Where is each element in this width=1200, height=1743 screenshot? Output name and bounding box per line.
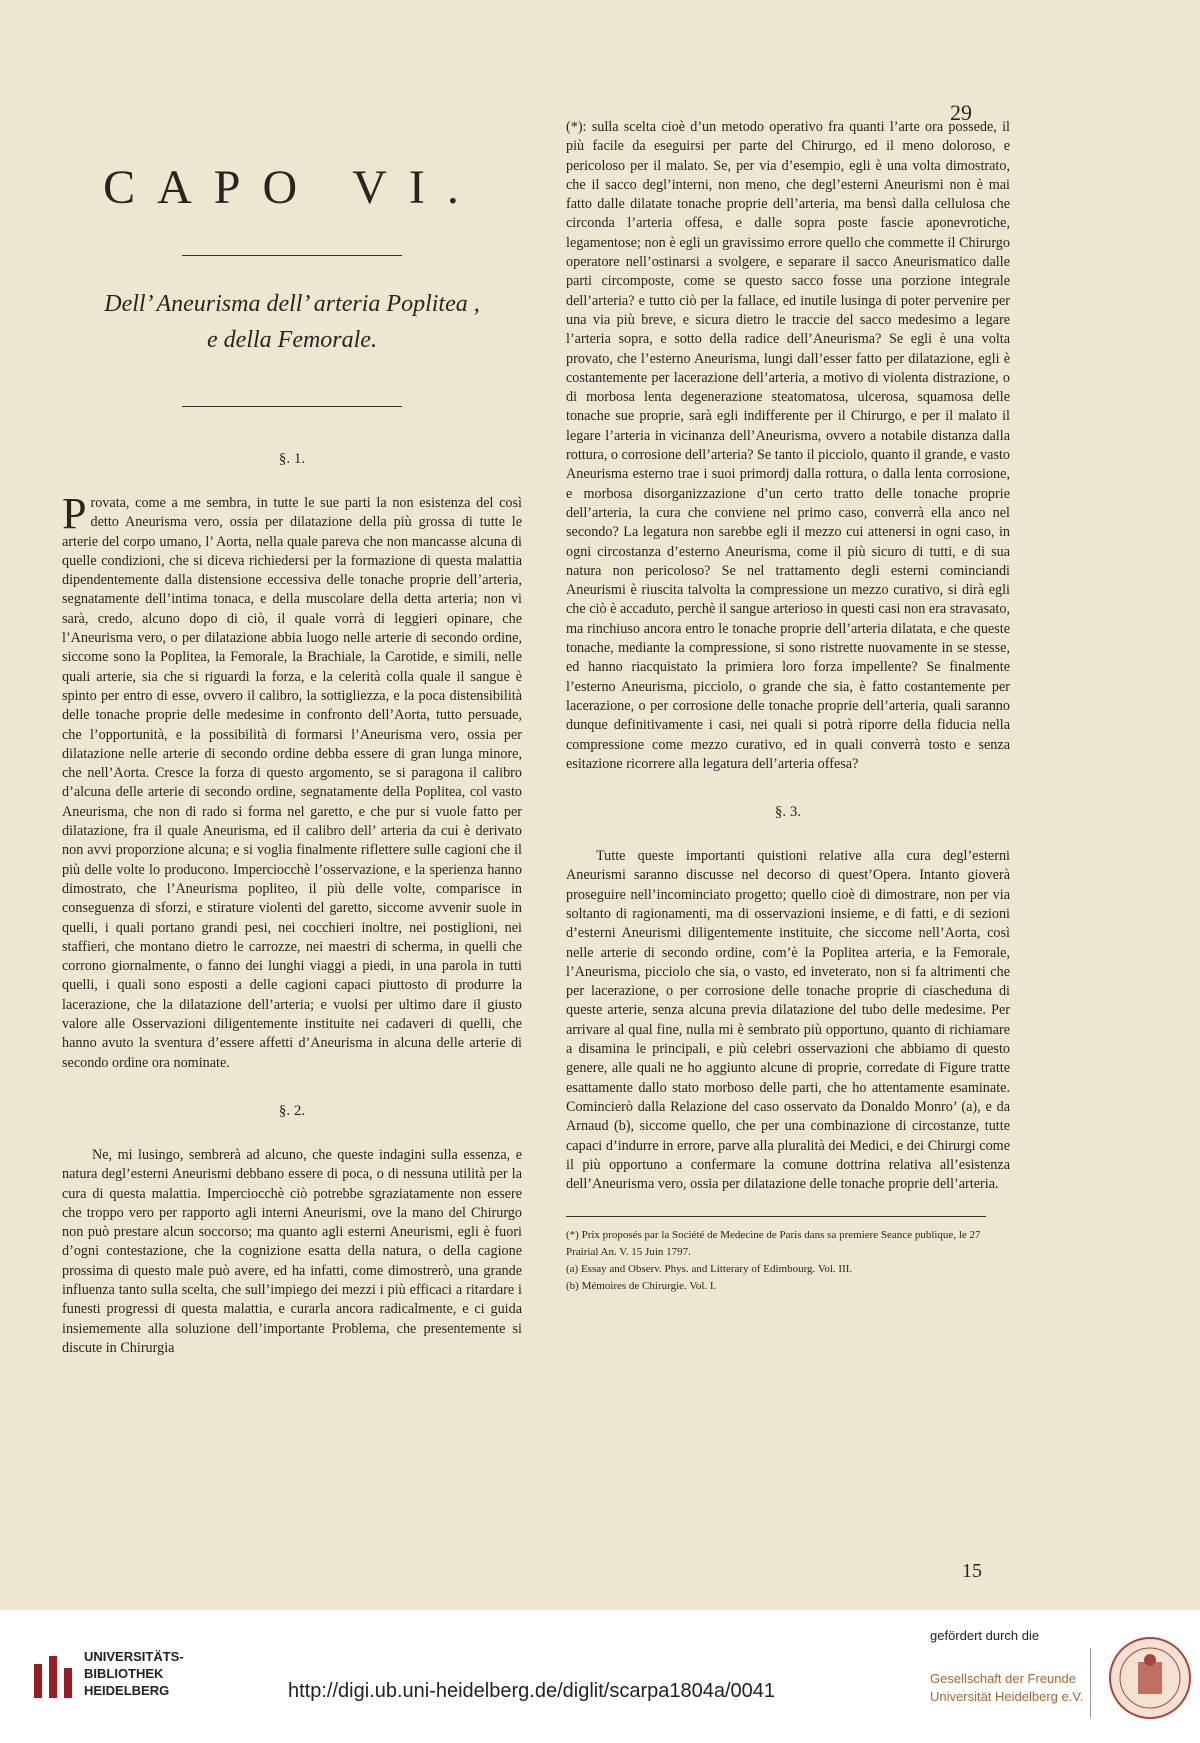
drop-cap: P: [62, 489, 87, 538]
right-column: [566, 118, 1010, 1295]
subtitle-line-2: e della Femorale.: [207, 327, 377, 353]
section-mark-3: §. 3.: [774, 804, 802, 821]
library-name-line-3: HEIDELBERG: [84, 1683, 170, 1698]
signature-mark: 15: [962, 1560, 982, 1582]
subtitle-rule: [182, 406, 402, 407]
footnote-b: (b) Mémoires de Chirurgie. Vol. I.: [566, 1280, 717, 1293]
subtitle-line-1: Dell’ Aneurisma dell’ arteria Poplitea ,: [104, 291, 480, 317]
footnote-star: (*) Prix proposés par la Société de Medecine de Paris dans sa premiere Seance publique, le 27 Prairial An. V. 15 Juin 1797.: [566, 1229, 981, 1259]
continuation-paragraph: (*): sulla scelta cioè d’un metodo operativo fra quanti l’arte ora possede, il più facile da eseguirsi per parte del Chirurgo, ed il meno doloroso, e pericoloso per il malato. Se, per via d’esempio, egli è una volta dimostrato, che il sacco degl’interni, non meno, che degl’esterni Aneurismi non è mai fatto dalle dilatate tonache proprie dell’arteria, ma bensì dalla cellulosa che circonda l’arteria offesa, e dalle sopra poste fascie aponevrotiche, legamentose; non è egli un gravissimo errore quello che commette il Chirurgo operatore nell’ostinarsi a svolgere, e separare il sacco Aneurismatico dalle parti circomposte, come se questo sacco fosse una porzione integrale dell’arteria? e tutto ciò per la fallace, ed inutile lusinga di poter pervenire per una via più breve, e sicura dietro le traccie del sacco medesimo a legare l’arteria sopra, e sotto della radice dell’Aneurisma? Se egli è una volta provato, che l’esterno Aneurisma, lungi dall’esser fatto per dilatazione, egli è costantemente per lacerazione dell’arteria, a motivo di violenta distrazione, o di morbosa lenta degenerazione steatomatosa, ulcerosa, squamosa delle tonache sue proprie, sarà egli indifferente per il Chirurgo, e per il malato il legare l’arteria in vicinanza dell’Aneurisma, ovvero a notabile distanza dalla rottura, o corrosione dell’arteria? Se tanto il picciolo, quanto il grande, e vasto Aneurisma esterno trae i suoi primordj dalla rottura, o dalla lenta corrosione, e morbosa disorganizzazione d’un certo tratto delle tonache proprie dell’arteria, la cura che conviene nel primo caso, converrà ella anco nel secondo? La legatura non sarebbe egli il mezzo cui attenersi in ogni caso, in ogni circostanza d’esterno Aneurisma, come il più sicuro di tutti, e di sua natura non pericoloso? Se nel trattamento degli esterni cominciandi Aneurismi è riuscita talvolta la compressione un mezzo curativo, si dirà egli che ciò è accaduto, perchè il sangue arterioso in questi casi non era stravasato, ma rinchiuso ancora entro le tonache proprie dell’arteria dilatata, e che queste tonache, mediante la compressione, si sono ristrette nuovamente in se stesse, ed hanno riacquistato la primiera loro forza impellente? Se finalmente l’esterno Aneurisma, picciolo, o grande che sia, è fatto costantemente per lacerazione, o per corrosione delle tonache proprie dell’arteria, quali saranno dunque definitivamente i casi, nei quali si potrà riporre della fiducia nella compressione come mezzo curativo, ed in quali converrà tosto e senza esitazione ricorrere alla legatura dell’arteria offesa?: [566, 119, 1010, 772]
sponsor-name[interactable]: [930, 1670, 1088, 1706]
footer-banner: [0, 1610, 1200, 1743]
sponsor-label: gefördert durch die: [930, 1628, 1040, 1643]
sponsor-name-line-1: Gesellschaft der Freunde: [930, 1671, 1076, 1686]
footnote-rule: [566, 1216, 986, 1217]
section-2-paragraph: Ne, mi lusingo, sembrerà ad alcuno, che queste indagini sulla essenza, e natura degl’esterni Aneurismi debbano essere di poca, o di nessuna utilità per la cura di questa malattia. Imperciocchè ciò potrebbe sgraziatamente non essere che troppo vero per rapporto agli interni Aneurismi, ove la mano del Chirurgo non può prestare alcun soccorso; ma quanto agli esterni Aneurismi, egli è fuori d’ogni contestazione, che la cognizione esatta della natura, o della cagione prossima di questo male può avere, ed ha infatti, come dimostrerò, una grande influenza tanto sulla scelta, che sull’impiego dei mezzi i più efficaci a ritardare i funesti progressi di questa malattia, e curarla ancora radicalmente, e ci guida insiememente alla soluzione dell’importante Problema, che presentemente si discute in Chirurgia: [62, 1146, 522, 1356]
library-name-line-1: UNIVERSITÄTS-: [84, 1649, 184, 1664]
section-mark-1: §. 1.: [278, 451, 306, 467]
sponsor-name-line-2: Universität Heidelberg e.V.: [930, 1689, 1084, 1704]
sponsor-divider: [1090, 1648, 1091, 1718]
permalink-url[interactable]: http://digi.ub.uni-heidelberg.de/diglit/scarpa1804a/0041: [288, 1680, 776, 1702]
library-logo-icon: [32, 1650, 74, 1700]
footnotes: [566, 1227, 1010, 1295]
library-name-line-2: BIBLIOTHEK: [84, 1666, 164, 1681]
footnote-a: (a) Essay and Observ. Phys. and Litterary of Edimbourg. Vol. III.: [566, 1263, 853, 1276]
section-1-text: rovata, come a me sembra, in tutte le sue parti la non esistenza del così detto Aneurisma vero, ossia per dilatazione della più grossa di tutte le arterie del corpo umano, l’ Aorta, nella quale pareva che non mancasse alcuna di quelle condizioni, che si diceva richiedersi per la formazione di questa malattia dipendentemente dalla distensione eccessiva delle tonache proprie dell’arteria, segnatamente dell’intima tonaca, e della muscolare della detta arteria; non vi sarà, credo, alcuno dopo di ciò, il quale vorrà di leggieri opinare, che l’Aneurisma vero, o per dilatazione abbia luogo nelle arterie di secondo ordine, siccome sono la Poplitea, la Femorale, la Brachiale, la Carotide, e simili, nelle quali arterie, sia che si riguardi la forza, e la celerità colla quale il sangue è spinto per entro di esse, ovvero il calibro, la sottigliezza, e la poca distensibilità delle tonache proprie delle medesime in confronto dell’Aorta, tutto persuade, che l’opportunità, e la possibilità di formarsi l’Aneurisma vero, ossia per dilatazione nelle arterie di secondo ordine debba essere di gran lunga minore, che nell’Aorta. Cresce la forza di questo argomento, se si paragona il calibro d’alcuna delle arterie di secondo ordine, segnatamente della Poplitea, col vasto Aneurisma, che non di rado si forma nel garetto, e che pur si vuole fatto per dilatazione, fra il quale Aneurisma, ed il calibro dell’ arteria da cui è derivato non avvi proporzione alcuna; e si voglia finalmente riflettere sulle cagioni che il più delle volte lo producono. Imperciocchè l’osservazione, e la sperienza hanno dimostrato, che l’Aneurisma popliteo, il più delle volte, comparisce in conseguenza di sforzi, e stirature violenti del garetto, siccome avvenir suole in quelli, i quali portano grandi pesi, nei cocchieri inoltre, nei postiglioni, nei staffieri, che montano dietro le carrozze, nei maestri di scherma, in quelli che corrono giornalmente, o fanno dei lunghi viaggi a piedi, in una parola in tutti quelli, i quali sono esposti a delle cagioni capaci piuttosto di produrre la lacerazione, che la dilatazione dell’arteria; e vuolsi per ultimo dare il giusto valore alle Osservazioni diligentemente instituite nei cadaveri di quelli, che hanno avuto la sventura d’essere affetti d’Aneurisma in alcuna delle arterie di secondo ordine ora nominate.: [62, 495, 522, 1071]
library-name: [84, 1648, 184, 1699]
chapter-subtitle: [62, 286, 522, 358]
title-rule: [182, 255, 402, 256]
section-3-paragraph: Tutte queste importanti quistioni relative alla cura degl’esterni Aneurismi saranno discusse nel decorso di quest’Opera. Intanto gioverà proseguire nell’incominciato progetto; quello cioè di dimostrare, non per via soltanto di ragionamenti, ma di osservazioni insieme, e di fatti, e di sezioni d’esterni Aneurismi diligentemente instituite, che siccome nell’Aorta, così nelle arterie di secondo ordine, com’è la Poplitea arteria, e la Femorale, l’Aneurisma, picciolo che sia, o vasto, ed inveterato, non si fa altrimenti che per lacerazione, o per corrosione delle tonache proprie di ciascheduna di queste arterie, senza alcuna previa dilatazione del tubo delle medesime. Per arrivare al qual fine, nulla mi è sembrato più opportuno, quanto di richiamare a disamina le principali, e più celebri osservazioni che abbiamo di questo genere, alle quali ne ho aggiunto alcune di proprie, corredate di Figure tratte esattamente dallo stato morboso delle parti, che ho attentamente esaminate. Comincierò dalla Relazione del caso osservato da Donaldo Monro’ (a), e da Arnaud (b), siccome quello, che per una combinazione di circostanze, tutte capaci d’indurre in errore, parve alla pluralità dei Medici, e dei Chirurgi come il più opportuno a confermare la comune dottrina relativa all’esistenza dell’Aneurisma vero, ossia per dilatazione delle tonache proprie dell’arteria.: [566, 848, 1010, 1193]
page-number: 29: [950, 100, 972, 125]
left-column: [62, 150, 522, 1358]
university-seal-icon: [1108, 1636, 1192, 1720]
chapter-title: CAPO VI.: [103, 161, 481, 214]
section-mark-2: §. 2.: [278, 1102, 306, 1119]
section-1-paragraph: [62, 489, 522, 1073]
